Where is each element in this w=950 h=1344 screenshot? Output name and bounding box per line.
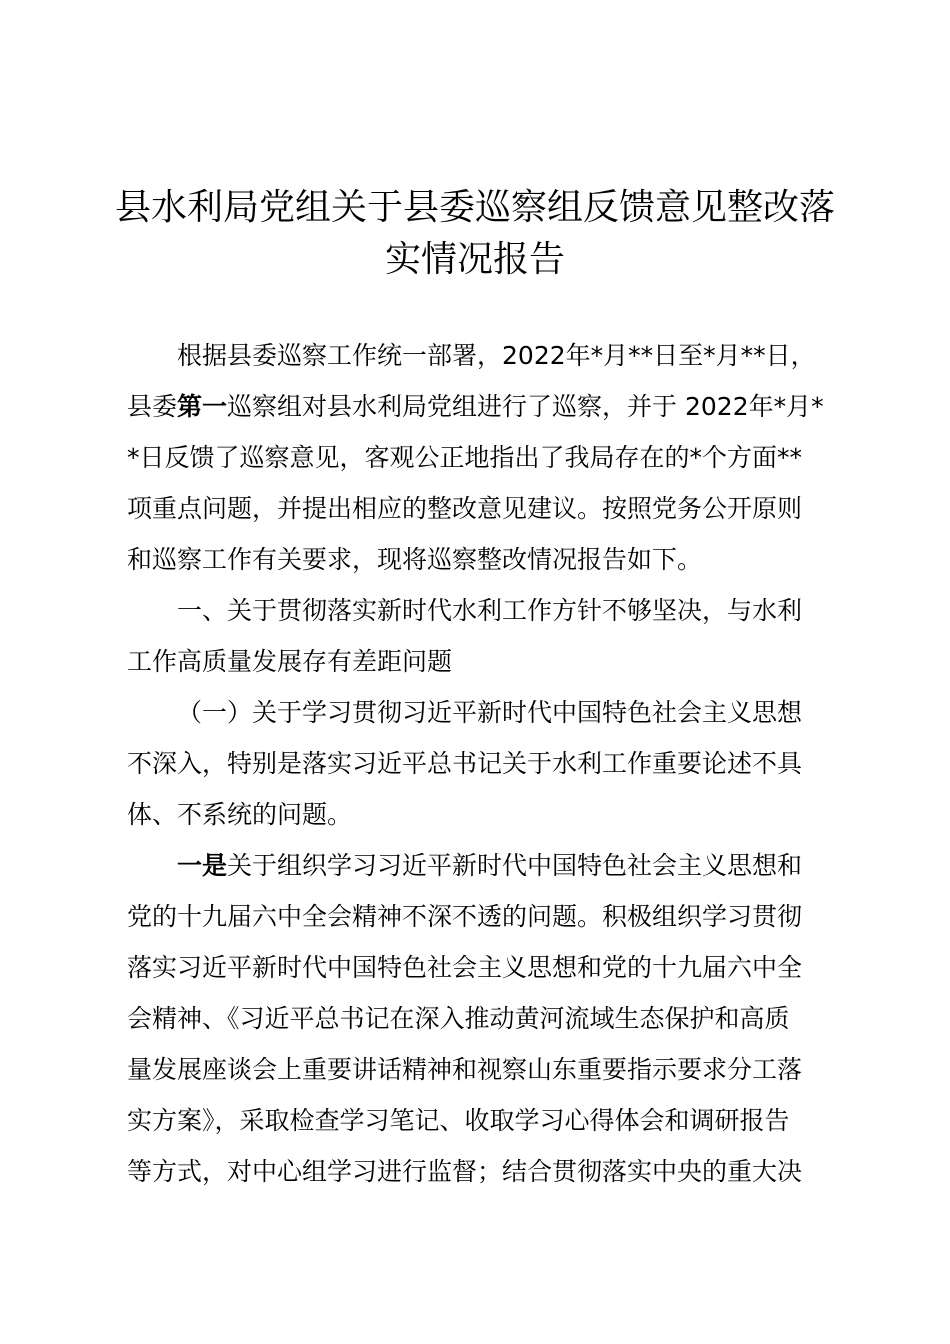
paragraph-line: 量发展座谈会上重要讲话精神和视察山东重要指示要求分工落 — [127, 1055, 803, 1084]
paragraph-line: 会精神、《习近平总书记在深入推动黄河流域生态保护和高质 — [127, 1004, 790, 1033]
paragraph-line: *日反馈了巡察意见，客观公正地指出了我局存在的*个方面** — [127, 443, 803, 472]
paragraph-line: 和巡察工作有关要求，现将巡察整改情况报告如下。 — [127, 545, 703, 574]
document-body — [127, 330, 837, 1197]
paragraph-line: 党的十九届六中全会精神不深不透的问题。积极组织学习贯彻 — [127, 902, 803, 931]
paragraph-line: 落实习近平新时代中国特色社会主义思想和党的十九届六中全 — [127, 953, 803, 982]
subsection-heading-line: 不深入，特别是落实习近平总书记关于水利工作重要论述不具 — [127, 749, 803, 778]
subsection-heading-line: （一）关于学习贯彻习近平新时代中国特色社会主义思想 — [177, 698, 803, 727]
paragraph-line — [127, 840, 837, 891]
section-heading-line: 工作高质量发展存有差距问题 — [127, 647, 453, 676]
paragraph-text: 县委 — [127, 392, 178, 421]
paragraph-line: 项重点问题，并提出相应的整改意见建议。按照党务公开原则 — [127, 494, 803, 523]
document-title — [100, 182, 850, 286]
paragraph-line — [127, 381, 837, 432]
paragraph-text: 巡察组对县水利局党组进行了巡察，并于 2022年*月* — [227, 392, 824, 421]
section-heading-line: 一、关于贯彻落实新时代水利工作方针不够坚决，与水利 — [177, 596, 803, 625]
title-line-1: 县水利局党组关于县委巡察组反馈意见整改落 — [114, 187, 835, 228]
title-line-2: 实情况报告 — [384, 239, 565, 280]
paragraph-line: 根据县委巡察工作统一部署，2022年*月**日至*月**日， — [177, 341, 816, 370]
emphasis-text: 一是 — [177, 851, 228, 880]
subsection-heading-line: 体、不系统的问题。 — [127, 800, 353, 829]
emphasis-text: 第一 — [177, 392, 228, 421]
paragraph-line: 实方案》，采取检查学习笔记、收取学习心得体会和调研报告 — [127, 1106, 790, 1135]
paragraph-line: 等方式，对中心组学习进行监督；结合贯彻落实中央的重大决 — [127, 1157, 803, 1186]
paragraph-text: 关于组织学习习近平新时代中国特色社会主义思想和 — [227, 851, 803, 880]
